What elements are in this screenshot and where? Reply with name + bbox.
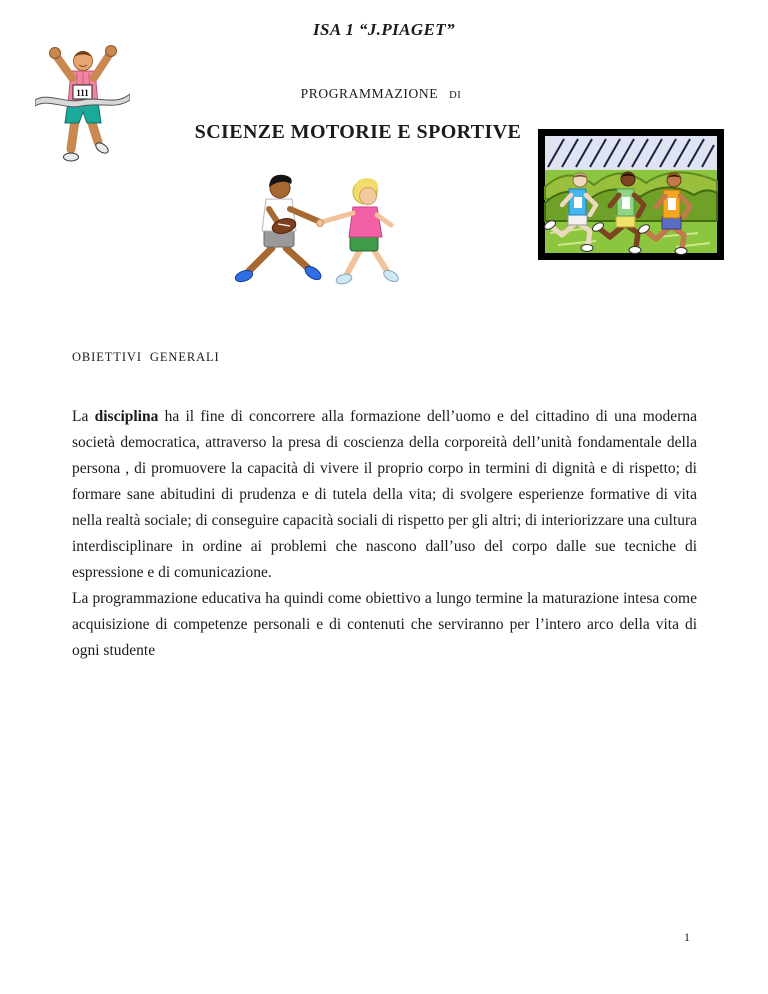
subtitle-line (0, 86, 762, 102)
paragraph-1-lead: La (72, 408, 95, 425)
subtitle-text: PROGRAMMAZIONE (300, 86, 439, 101)
paragraph-2: La programmazione educativa ha quindi come obiettivo a lungo termine la maturazione intesa come acquisizione di competenze personali e di contenuti che serviranno per l’intero arco della vita di ogni studente (72, 590, 697, 659)
school-title: ISA 1 “J.PIAGET” (313, 20, 455, 39)
body-text (72, 404, 697, 664)
bib-number: 111 (76, 88, 89, 98)
course-title: SCIENZE MOTORIE E SPORTIVE (194, 121, 522, 143)
page-number: 1 (684, 930, 690, 944)
kids-running-graphic (216, 168, 421, 300)
finish-line-runner-image (35, 42, 130, 167)
subtitle-di: DI (449, 90, 462, 101)
paragraph-1-rest: ha il fine di concorrere alla formazione dell’uomo e del cittadino di una moderna società democratica, attraverso la presa di coscienza della corporeità dell’unità fondamentale della persona , di promuovere la capacità di vivere il proprio corpo in termini di dignità e di rispetto; di formare sane abitudini di prudenza e di tutela della vita; di svolgere esperienze formative di vita nella realtà sociale; di conseguire capacità sociali di rispetto per gli altri; di interiorizzare una cultura interdisciplinare in ordine ai problemi che nascono dall’uso del corpo dalle sue tecniche di espressione e di comunicazione. (72, 408, 697, 581)
finish-line-runner-graphic (35, 42, 130, 167)
paragraph-1 (72, 404, 697, 586)
runners-group-image (538, 129, 724, 260)
section-heading: OBIETTIVI GENERALI (72, 350, 220, 364)
kids-running-image (216, 168, 421, 300)
paragraph-1-bold-term: disciplina (94, 408, 159, 425)
runners-group-graphic (538, 129, 724, 260)
